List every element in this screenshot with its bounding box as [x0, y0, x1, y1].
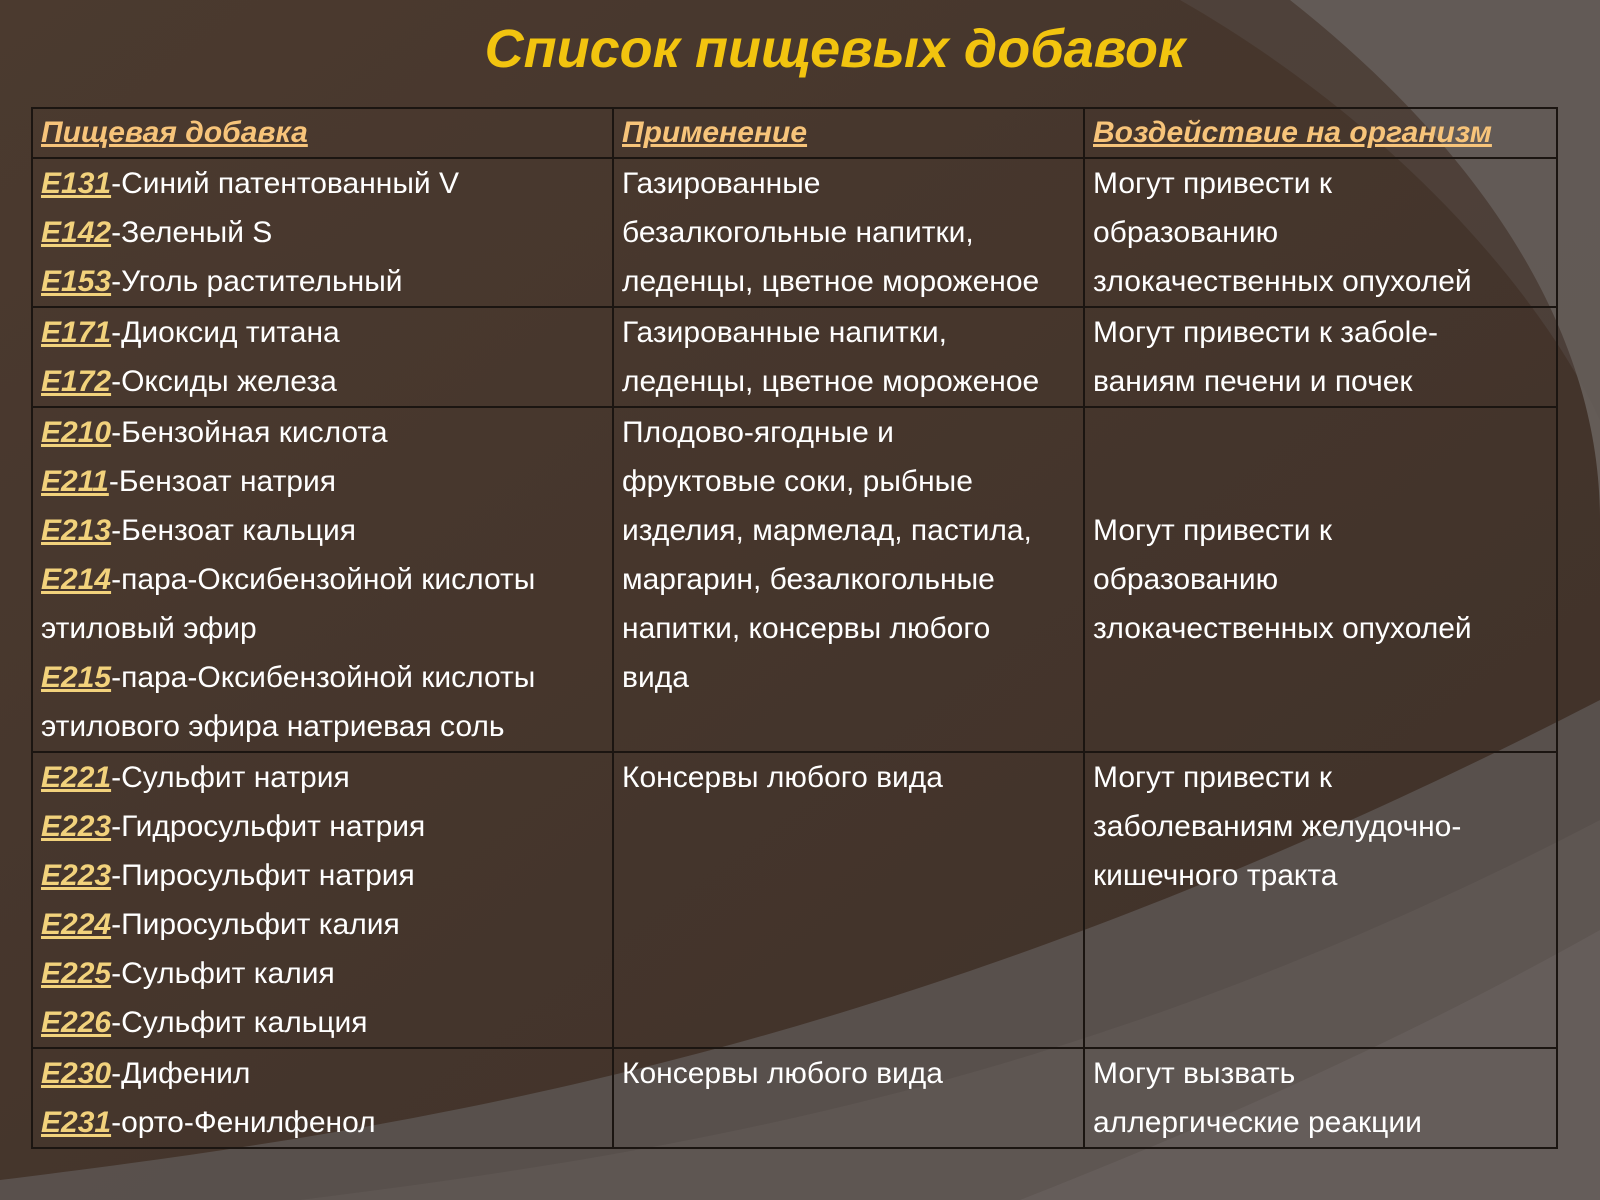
- table-row: [32, 1048, 1557, 1148]
- additive-line: [41, 998, 604, 1047]
- additive-name: этиловый эфир: [41, 612, 257, 645]
- additive-line: [41, 802, 604, 851]
- effect-line: заболеваниям желудочно-: [1093, 810, 1462, 843]
- application-line: фруктовые соки, рыбные: [622, 465, 973, 498]
- header-row: [32, 108, 1557, 158]
- additive-line: [41, 1049, 604, 1098]
- additive-name: -Сульфит калия: [111, 957, 335, 990]
- additive-name: -Оксиды железа: [111, 365, 337, 398]
- additive-code: E231: [41, 1106, 112, 1139]
- table-row: [32, 158, 1557, 307]
- additive-name: -Диоксид титана: [111, 316, 340, 349]
- additive-name: этилового эфира натриевая соль: [41, 710, 505, 743]
- additive-code: E131: [41, 167, 112, 200]
- application-line: вида: [622, 661, 689, 694]
- application-line: леденцы, цветное мороженое: [622, 365, 1040, 398]
- application-line: Плодово-ягодные и: [622, 416, 894, 449]
- additive-line: [41, 949, 604, 998]
- header-application: Применение: [613, 108, 1084, 158]
- effect-line: образованию: [1093, 216, 1279, 249]
- effect-line: образованию: [1093, 563, 1279, 596]
- effect-cell: [1084, 407, 1557, 752]
- additive-code: E172: [41, 365, 112, 398]
- additive-name: -пара-Оксибензойной кислоты: [111, 661, 536, 694]
- additive-cell: [32, 158, 613, 307]
- additive-name: -Пиросульфит натрия: [111, 859, 415, 892]
- additive-name: -Дифенил: [111, 1057, 251, 1090]
- additive-name: -Бензоат натрия: [108, 465, 336, 498]
- additive-name: -Зеленый S: [111, 216, 273, 249]
- additive-line: [41, 1098, 604, 1147]
- effect-line: Могут привести к: [1093, 514, 1332, 547]
- application-cell: [613, 1048, 1084, 1148]
- effect-cell: [1084, 307, 1557, 407]
- additive-cell: [32, 307, 613, 407]
- additives-table: [31, 107, 1558, 1149]
- additive-cell: [32, 752, 613, 1048]
- additive-name: -орто-Фенилфенол: [111, 1106, 376, 1139]
- additive-code: E211: [41, 465, 109, 498]
- effect-cell: [1084, 1048, 1557, 1148]
- effect-line: кишечного тракта: [1093, 859, 1338, 892]
- additive-line: [41, 208, 604, 257]
- effect-line: ваниям печени и почек: [1093, 365, 1413, 398]
- additive-line: [41, 159, 604, 208]
- additive-line: [41, 653, 604, 702]
- effect-line: Могут привести к забole-: [1093, 316, 1438, 349]
- additive-cell: [32, 407, 613, 752]
- additive-name: -Синий патентованный V: [111, 167, 460, 200]
- additive-line: [41, 753, 604, 802]
- effect-line: Могут вызвать: [1093, 1057, 1296, 1090]
- additive-cell: [32, 1048, 613, 1148]
- additive-code: E224: [41, 908, 112, 941]
- application-line: Консервы любого вида: [622, 761, 943, 794]
- additive-line: [41, 604, 604, 653]
- application-line: Консервы любого вида: [622, 1057, 943, 1090]
- additive-line: [41, 702, 604, 751]
- additive-line: [41, 357, 604, 406]
- slide-title: Список пищевых добавок: [484, 19, 1186, 79]
- additive-line: [41, 900, 604, 949]
- additive-name: -Пиросульфит калия: [111, 908, 400, 941]
- application-line: леденцы, цветное мороженое: [622, 265, 1040, 298]
- application-cell: [613, 307, 1084, 407]
- effect-cell: [1084, 752, 1557, 1048]
- additive-code: E226: [41, 1006, 112, 1039]
- application-line: изделия, мармелад, пастила,: [622, 514, 1032, 547]
- additive-code: E210: [41, 416, 112, 449]
- additive-code: E213: [41, 514, 112, 547]
- additive-code: E230: [41, 1057, 112, 1090]
- additive-code: E215: [41, 661, 112, 694]
- additive-name: -Сульфит натрия: [111, 761, 350, 794]
- additive-name: -Бензоат кальция: [111, 514, 356, 547]
- effect-line: Могут привести к: [1093, 167, 1332, 200]
- additive-line: [41, 308, 604, 357]
- effect-line: аллергические реакции: [1093, 1106, 1422, 1139]
- effect-line: злокачественных опухолей: [1093, 265, 1472, 298]
- additive-line: [41, 257, 604, 306]
- additive-name: -Гидросульфит натрия: [111, 810, 426, 843]
- table-row: [32, 752, 1557, 1048]
- effect-line: злокачественных опухолей: [1093, 612, 1472, 645]
- table-row: [32, 407, 1557, 752]
- additive-code: E153: [41, 265, 112, 298]
- application-cell: [613, 752, 1084, 1048]
- additive-name: -пара-Оксибензойной кислоты: [111, 563, 536, 596]
- application-line: напитки, консервы любого: [622, 612, 991, 645]
- additive-code: E223: [41, 859, 112, 892]
- additive-code: E171: [41, 316, 112, 349]
- application-line: Газированные напитки,: [622, 316, 948, 349]
- additive-line: [41, 408, 604, 457]
- application-line: безалкогольные напитки,: [622, 216, 974, 249]
- additive-code: E142: [41, 216, 112, 249]
- additive-code: E221: [41, 761, 112, 794]
- application-line: Газированные: [622, 167, 821, 200]
- additive-code: E223: [41, 810, 112, 843]
- additive-name: -Бензойная кислота: [111, 416, 388, 449]
- header-effect: Воздействие на организм: [1084, 108, 1557, 158]
- additive-line: [41, 457, 604, 506]
- additive-name: -Сульфит кальция: [111, 1006, 368, 1039]
- application-cell: [613, 158, 1084, 307]
- application-line: маргарин, безалкогольные: [622, 563, 995, 596]
- effect-line: Могут привести к: [1093, 761, 1332, 794]
- additive-code: E225: [41, 957, 112, 990]
- table-row: [32, 307, 1557, 407]
- application-cell: [613, 407, 1084, 752]
- additive-line: [41, 555, 604, 604]
- additive-code: E214: [41, 563, 112, 596]
- additive-name: -Уголь растительный: [111, 265, 403, 298]
- additive-line: [41, 851, 604, 900]
- header-additive: Пищевая добавка: [32, 108, 613, 158]
- additive-line: [41, 506, 604, 555]
- effect-cell: [1084, 158, 1557, 307]
